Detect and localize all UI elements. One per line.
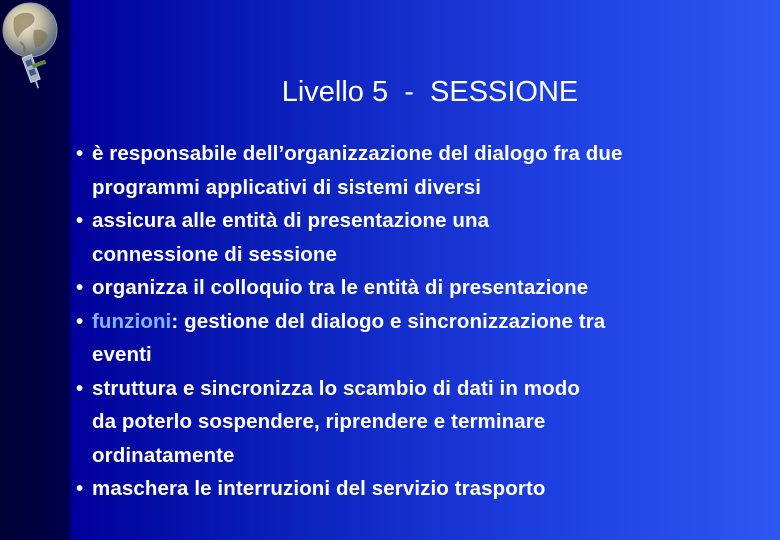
bullet-marker: •: [76, 209, 84, 232]
bullet-line: maschera le interruzioni del servizio trasporto: [92, 477, 546, 500]
bullet-line: da poterlo sospendere, riprendere e terminare: [92, 410, 546, 433]
bullet-item: [76, 372, 766, 473]
bullet-item: [76, 137, 766, 204]
bullet-line: eventi: [92, 343, 152, 366]
slide-title: Livello 5 - SESSIONE: [281, 76, 579, 108]
keyword-text: funzioni: [92, 309, 172, 333]
bullet-line: connessione di sessione: [92, 242, 337, 266]
bullet-item: [76, 204, 766, 271]
bullet-line: assicura alle entità di presentazione una: [92, 209, 490, 232]
bullet-line: struttura e sincronizza lo scambio di dati in modo: [92, 376, 580, 400]
bullet-marker: •: [76, 276, 84, 299]
bullet-marker: •: [76, 477, 84, 500]
bullet-marker: •: [76, 309, 84, 333]
bullet-line: ordinatamente: [92, 443, 235, 467]
bullet-line: programmi applicativi di sistemi diversi: [92, 175, 482, 199]
bullet-line: è responsabile dell’organizzazione del dialogo fra due: [92, 142, 623, 165]
bullet-line: organizza il colloquio tra le entità di presentazione: [92, 276, 589, 299]
bullet-item: [76, 271, 766, 305]
bullet-list: [76, 137, 766, 506]
bullet-item: [76, 305, 766, 372]
bullet-item: [76, 472, 766, 506]
bullet-marker: •: [76, 376, 84, 400]
bullet-marker: •: [76, 142, 84, 165]
bullet-line: : gestione del dialogo e sincronizzazione tra: [171, 309, 606, 333]
